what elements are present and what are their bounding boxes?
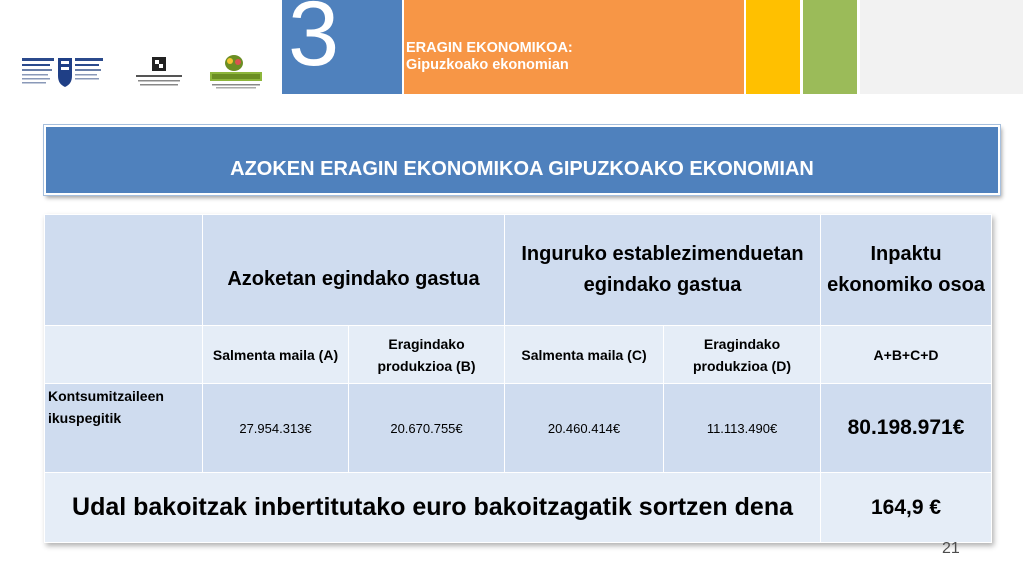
subheader-a: Salmenta maila (A) [203, 326, 349, 384]
section-title-line1: ERAGIN EKONOMIKOA: [406, 40, 573, 56]
impact-table [44, 214, 992, 543]
subheader-c: Salmenta maila (C) [505, 326, 664, 384]
table-subheader-row [45, 326, 992, 384]
header-fair-spending: Azoketan egindako gastua [203, 215, 505, 326]
summary-label: Udal bakoitzak inbertitutako euro bakoitzagatik sortzen dena [45, 473, 821, 543]
header-total-impact: Inpaktu ekonomiko osoa [821, 215, 992, 326]
cell-c: 20.460.414€ [505, 384, 664, 473]
subheader-b: Eragindako produkzioa (B) [349, 326, 505, 384]
gipuzkoa-diputation-logo [22, 56, 104, 90]
section-title-line2: Gipuzkoako ekonomian [406, 57, 569, 73]
table-header-row [45, 215, 992, 326]
header-local-spending: Inguruko establezimenduetan egindako gastua [505, 215, 821, 326]
cell-d: 11.113.490€ [664, 384, 821, 473]
upv-ehu-logo [134, 57, 184, 89]
banner-title: AZOKEN ERAGIN EKONOMIKOA GIPUZKOAKO EKONOMIAN [230, 158, 814, 180]
cell-b: 20.670.755€ [349, 384, 505, 473]
section-number: 3 [288, 0, 340, 85]
cell-a: 27.954.313€ [203, 384, 349, 473]
section-number-block [282, 0, 402, 94]
cell-total: 80.198.971€ [821, 384, 992, 473]
table-summary-row [45, 473, 992, 543]
yellow-accent-block [746, 0, 800, 94]
header-empty-cell [45, 215, 203, 326]
grey-accent-block [860, 0, 1023, 94]
landaola-logo [208, 53, 264, 91]
table-row [45, 384, 992, 473]
subheader-empty-cell [45, 326, 203, 384]
section-title [406, 40, 573, 74]
summary-value: 164,9 € [821, 473, 992, 543]
green-accent-block [803, 0, 857, 94]
title-banner [44, 125, 1000, 195]
page-number: 21 [942, 540, 960, 557]
logos-area [0, 0, 282, 94]
section-title-block [404, 0, 744, 94]
subheader-total: A+B+C+D [821, 326, 992, 384]
subheader-d: Eragindako produkzioa (D) [664, 326, 821, 384]
top-header-bar [0, 0, 1023, 94]
row-label: Kontsumitzaileen ikuspegitik [45, 384, 203, 473]
